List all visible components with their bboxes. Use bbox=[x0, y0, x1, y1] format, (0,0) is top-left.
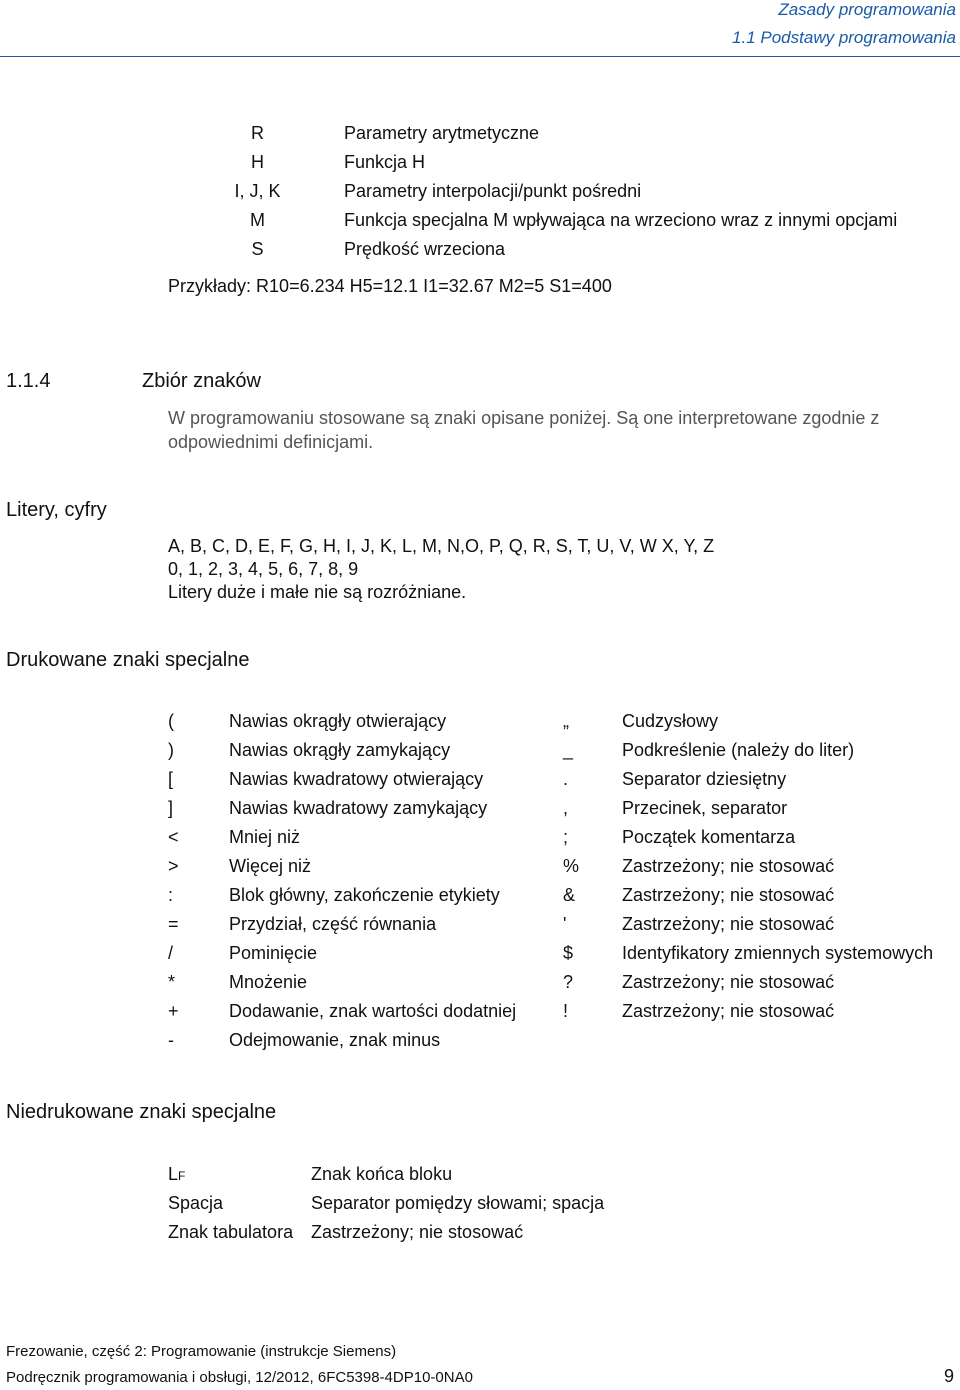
header-rule bbox=[0, 56, 960, 57]
digits-line: 0, 1, 2, 3, 4, 5, 6, 7, 8, 9 bbox=[168, 559, 359, 579]
printable-heading: Drukowane znaki specjalne bbox=[6, 649, 250, 671]
address-desc: Parametry arytmetyczne bbox=[344, 123, 540, 143]
tab-desc: Zastrzeżony; nie stosować bbox=[311, 1222, 524, 1242]
char-desc: Początek komentarza bbox=[622, 827, 796, 847]
running-header-section: 1.1 Podstawy programowania bbox=[732, 28, 956, 47]
char-desc: Odejmowanie, znak minus bbox=[229, 1030, 441, 1050]
char-desc: Więcej niż bbox=[229, 856, 312, 876]
section-number: 1.1.4 bbox=[6, 370, 51, 392]
char-desc: Mniej niż bbox=[229, 827, 301, 847]
char-symbol: „ bbox=[563, 711, 569, 731]
page-number: 9 bbox=[943, 1366, 954, 1386]
address-desc: Prędkość wrzeciona bbox=[344, 239, 506, 259]
char-symbol: ! bbox=[563, 1001, 569, 1021]
char-symbol: & bbox=[563, 885, 576, 905]
space-desc: Separator pomiędzy słowami; spacja bbox=[311, 1193, 605, 1213]
char-symbol: : bbox=[168, 885, 174, 905]
char-desc: Pominięcie bbox=[229, 943, 318, 963]
nonprintable-heading: Niedrukowane znaki specjalne bbox=[6, 1101, 277, 1123]
char-symbol: + bbox=[168, 1001, 179, 1021]
address-letter: S bbox=[251, 239, 264, 259]
footer-manual: Podręcznik programowania i obsługi, 12/2012, 6FC5398-4DP10-0NA0 bbox=[6, 1369, 473, 1386]
char-desc: Dodawanie, znak wartości dodatniej bbox=[229, 1001, 517, 1021]
char-symbol: ( bbox=[168, 711, 174, 731]
char-desc: Zastrzeżony; nie stosować bbox=[622, 914, 835, 934]
char-symbol: _ bbox=[563, 740, 574, 760]
char-desc: Nawias okrągły zamykający bbox=[229, 740, 451, 760]
char-desc: Zastrzeżony; nie stosować bbox=[622, 1001, 835, 1021]
lf-desc: Znak końca bloku bbox=[311, 1164, 453, 1184]
char-symbol: > bbox=[168, 856, 179, 876]
char-symbol: ' bbox=[563, 914, 567, 934]
char-desc: Zastrzeżony; nie stosować bbox=[622, 972, 835, 992]
section-intro-line1: W programowaniu stosowane są znaki opisane poniżej. Są one interpretowane zgodnie z bbox=[168, 408, 880, 428]
char-desc: Zastrzeżony; nie stosować bbox=[622, 856, 835, 876]
char-desc: Zastrzeżony; nie stosować bbox=[622, 885, 835, 905]
address-letter: H bbox=[251, 152, 264, 172]
char-symbol: . bbox=[563, 769, 569, 789]
tab-symbol: Znak tabulatora bbox=[168, 1222, 294, 1242]
char-symbol: ; bbox=[563, 827, 569, 847]
char-symbol: $ bbox=[563, 943, 574, 963]
char-desc: Podkreślenie (należy do liter) bbox=[622, 740, 855, 760]
char-symbol: ? bbox=[563, 972, 574, 992]
address-letter: R bbox=[251, 123, 264, 143]
address-desc: Parametry interpolacji/punkt pośredni bbox=[344, 181, 642, 201]
char-symbol: ) bbox=[168, 740, 174, 760]
char-desc: Blok główny, zakończenie etykiety bbox=[229, 885, 500, 905]
char-desc: Nawias kwadratowy zamykający bbox=[229, 798, 488, 818]
char-symbol: * bbox=[168, 972, 176, 992]
section-intro-line2: odpowiednimi definicjami. bbox=[168, 432, 374, 452]
examples-value: R10=6.234 H5=12.1 I1=32.67 M2=5 S1=400 bbox=[256, 276, 612, 296]
char-desc: Mnożenie bbox=[229, 972, 308, 992]
letters-heading: Litery, cyfry bbox=[6, 499, 107, 521]
examples-line bbox=[168, 276, 612, 297]
address-desc: Funkcja specjalna M wpływająca na wrzeciono wraz z innymi opcjami bbox=[344, 210, 898, 230]
char-desc: Przecinek, separator bbox=[622, 798, 788, 818]
case-note: Litery duże i małe nie są rozróżniane. bbox=[168, 582, 467, 602]
footer-title: Frezowanie, część 2: Programowanie (instrukcje Siemens) bbox=[6, 1343, 397, 1360]
char-symbol: ] bbox=[168, 798, 174, 818]
lf-letter-f: F bbox=[178, 1169, 186, 1183]
char-desc: Nawias kwadratowy otwierający bbox=[229, 769, 484, 789]
address-desc: Funkcja H bbox=[344, 152, 426, 172]
running-header-chapter: Zasady programowania bbox=[778, 0, 956, 19]
char-symbol: / bbox=[168, 943, 174, 963]
char-symbol: % bbox=[563, 856, 580, 876]
char-desc: Cudzysłowy bbox=[622, 711, 719, 731]
char-desc: Przydział, część równania bbox=[229, 914, 437, 934]
char-desc: Identyfikatory zmiennych systemowych bbox=[622, 943, 934, 963]
space-symbol: Spacja bbox=[168, 1193, 224, 1213]
char-desc: Nawias okrągły otwierający bbox=[229, 711, 447, 731]
char-symbol: - bbox=[168, 1030, 174, 1050]
char-symbol: [ bbox=[168, 769, 174, 789]
char-symbol: = bbox=[168, 914, 179, 934]
examples-label: Przykłady: bbox=[168, 276, 252, 296]
lf-symbol bbox=[168, 1164, 185, 1185]
char-symbol: < bbox=[168, 827, 179, 847]
address-letter: I, J, K bbox=[234, 181, 281, 201]
char-desc: Separator dziesiętny bbox=[622, 769, 787, 789]
address-letter: M bbox=[250, 210, 265, 230]
char-symbol: , bbox=[563, 798, 569, 818]
lf-letter-l: L bbox=[168, 1164, 179, 1184]
letters-line: A, B, C, D, E, F, G, H, I, J, K, L, M, N,O, P, Q, R, S, T, U, V, W X, Y, Z bbox=[168, 536, 715, 556]
section-title: Zbiór znaków bbox=[142, 370, 261, 392]
